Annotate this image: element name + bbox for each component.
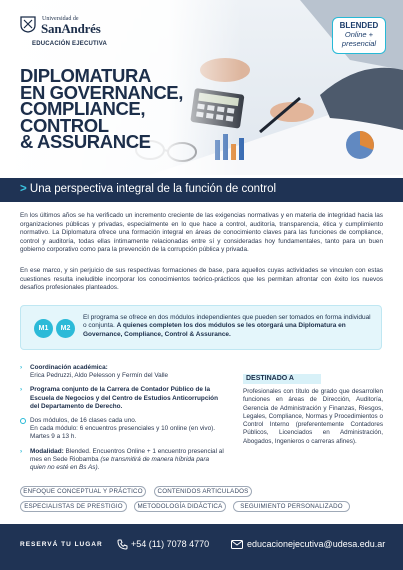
email-link[interactable]: educacionejecutiva@udesa.edu.ar	[247, 539, 386, 549]
schedule-line-2: En cada módulo: 6 encuentros presenciales y 10 online (en vivo). Martes 9 a 13 h.	[30, 425, 216, 441]
section-banner	[0, 178, 403, 202]
modality-text: Blended. Encuentros Online + 1 encuentro presencial al mes en Sede Riobamba	[30, 447, 224, 463]
modules-text-regular: El programa se ofrece en dos módulos independientes que pueden ser tomados en forma individual o conjunta.	[83, 314, 371, 330]
logo-small-text: Universidad de	[42, 16, 79, 22]
title-line: EN GOVERNANCE,	[20, 81, 183, 103]
audience-heading: DESTINADO A	[243, 374, 321, 384]
badge-title: BLENDED	[339, 21, 379, 30]
title-line: & ASSURANCE	[20, 131, 151, 152]
modules-text-bold: A quienes completen los dos módulos se les otorgará una Diplomatura en Governance, Compliance, Control & Assurance.	[83, 322, 346, 338]
feature-tag: METODOLOGÍA DIDÁCTICA	[134, 501, 226, 512]
feature-tag: ENFOQUE CONCEPTUAL Y PRÁCTICO	[20, 486, 146, 497]
modality-badge	[332, 17, 386, 54]
module-1-badge: M1	[34, 319, 53, 338]
page-title	[20, 65, 195, 152]
title-line: DIPLOMATURA	[20, 65, 151, 86]
program-item	[20, 386, 225, 411]
chevron-right-icon: ›	[20, 447, 23, 455]
title-line: CONTROL	[20, 114, 109, 136]
coordination-names: Erica Pedruzzi, Aldo Pelesson y Fermín del Valle	[30, 372, 169, 380]
chevron-right-icon: ›	[20, 364, 23, 371]
footer	[0, 524, 403, 570]
banner-title: Una perspectiva integral de la función de control	[29, 183, 277, 195]
chevron-right-icon: ›	[20, 386, 23, 394]
hero	[0, 0, 403, 175]
intro-paragraph-2: En ese marco, y sin perjuicio de sus respectivas formaciones de base, para aquellos cuyas actividades se vinculen con estas cuestiones resulta ineludible incorporar los conocimientos teórico-prácticos que les permitan afrontar con éxito los nuevos desafíos profesionales planteados.	[20, 267, 383, 292]
schedule-item	[20, 417, 225, 442]
banner-marker: >	[20, 183, 27, 195]
intro-paragraph-1: En los últimos años se ha verificado un incremento creciente de las exigencias normativas y en materia de integridad hacia las organizaciones públicas y privadas, especialmente en lo que hace a control, auditoría, transparencia, ética y cumplimiento normativo. La Diplomatura ofrece una formación integral en áreas de conocimiento claves para las funciones de compliance, control y auditoría, todas ellas íntimamente relacionadas entre sí y consideradas hoy fundamentales, tanto para un buen gobierno corporativo como para la prevención de la corrupción pública y privada.	[20, 212, 383, 254]
feature-tag: CONTENIDOS ARTICULADOS	[154, 486, 252, 497]
mail-icon	[231, 540, 243, 549]
feature-tag: ESPECIALISTAS DE PRESTIGIO	[20, 501, 127, 512]
title-line: COMPLIANCE,	[20, 98, 146, 119]
badge-line-a: Online +	[344, 30, 374, 39]
logo-subtitle: EDUCACIÓN EJECUTIVA	[32, 41, 108, 47]
crest-icon	[20, 16, 36, 33]
modules-box	[20, 305, 382, 350]
badge-line-b: presencial	[341, 39, 377, 48]
modules-text	[83, 314, 375, 339]
feature-tag: SEGUIMIENTO PERSONALIZADO	[233, 501, 350, 512]
logo-big-text: SanAndrés	[41, 21, 101, 36]
banner-text	[20, 183, 276, 195]
program-details	[20, 364, 225, 478]
phone-icon	[117, 539, 128, 550]
reserve-text: RESERVÁ TU LUGAR	[20, 541, 103, 548]
modality-item	[20, 448, 225, 473]
modality-label: Modalidad:	[30, 447, 64, 455]
modality-note: (se transmitirá de manera híbrida para quien no esté en Bs As).	[30, 455, 210, 472]
coordination-item	[20, 364, 225, 380]
program-label: Programa conjunto de la Carrera de Contador Público de la Escuela de Negocios y del Centro de Estudios Anticorrupción del Departamento de Derecho.	[30, 386, 218, 410]
coordination-label: Coordinación académica:	[30, 364, 108, 371]
audience-text: Profesionales con título de grado que desarrollen funciones en áreas de Dirección, Auditoría, Gerencia de Administración y Finanzas, Riesgos, Legales, Compliance, Normas y Procedimientos o Control Interno (preferentemente Contadores Públicos, Licenciados en Administración, Abogados, Ingenieros o carreras afines).	[243, 388, 383, 445]
schedule-line-1: Dos módulos, de 16 clases cada uno.	[30, 417, 137, 425]
phone-link[interactable]: +54 (11) 7078 4770	[131, 539, 210, 549]
module-2-badge: M2	[56, 319, 75, 338]
clock-icon	[20, 418, 26, 424]
